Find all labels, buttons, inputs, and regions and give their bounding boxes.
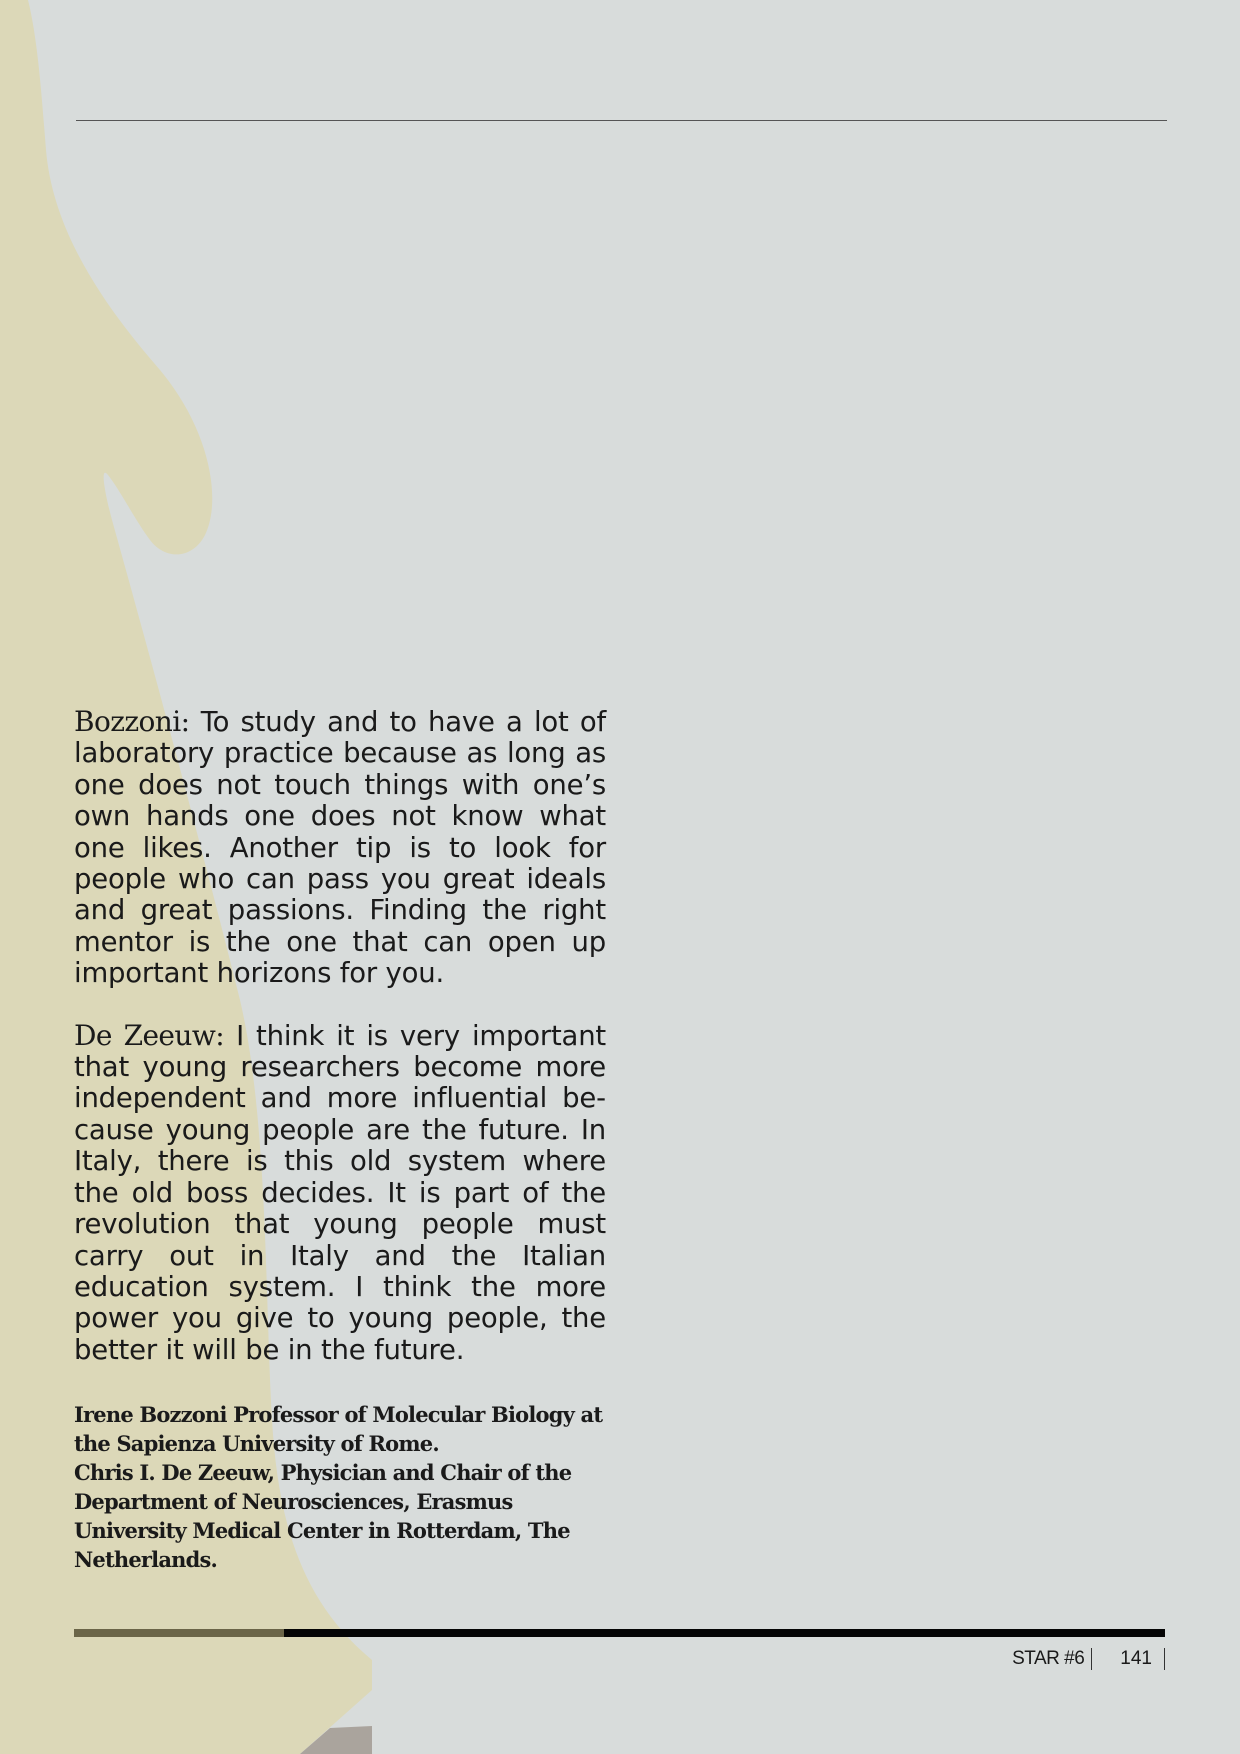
answer-text: I think it is very important that young researchers become more independent and more influential because young people are the future. In Italy, there is this old system where the old boss decides. It is part of the revolution that young people must carry out in Italy and the Italian education system. I think the more power you give to young people, the better it will be in the future. [74, 1019, 606, 1366]
article-body [74, 706, 606, 1574]
answer-paragraph-bozzoni [74, 706, 606, 990]
page-number: 141 [1092, 1648, 1165, 1670]
bio-de-zeeuw: Chris I. De Zeeuw, Physician and Chair of the Department of Neurosciences, Erasmus University Medical Center in Rotterdam, The Netherlands. [74, 1460, 572, 1573]
answer-text: To study and to have a lot of laboratory practice because as long as one does not touch things with one’s own hands one does not know what one likes. Another tip is to look for people who can pass you great ideals and great passions. Finding the right mentor is the one that can open up important horizons for you. [74, 706, 606, 990]
author-bios [74, 1400, 606, 1574]
bio-bozzoni: Irene Bozzoni Professor of Molecular Biology at the Sapienza University of Rome. [74, 1402, 603, 1457]
top-divider-line [76, 120, 1167, 121]
bottom-divider-accent [74, 1629, 284, 1637]
speaker-name: De Zeeuw: [74, 1018, 225, 1052]
speaker-name: Bozzoni: [74, 705, 190, 738]
answer-paragraph-de-zeeuw [74, 1020, 606, 1366]
page-footer [1012, 1648, 1165, 1670]
magazine-issue-label: STAR #6 [1012, 1648, 1092, 1670]
